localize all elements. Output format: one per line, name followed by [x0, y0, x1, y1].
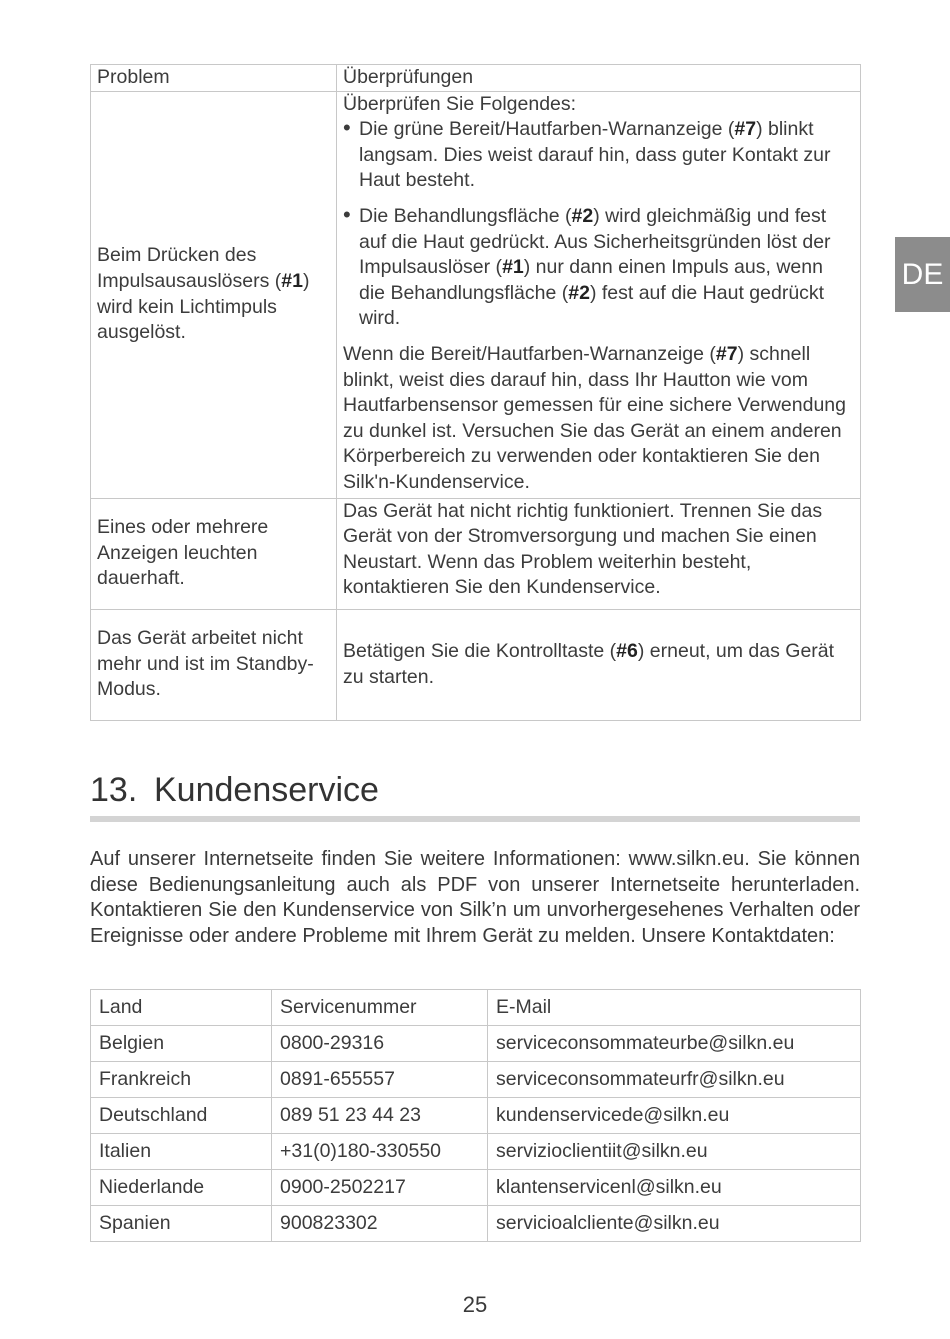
- section-heading: [90, 770, 860, 810]
- table-row: [91, 1170, 861, 1206]
- email-cell: serviceconsommateurfr@silkn.eu: [488, 1062, 861, 1098]
- country-cell: Niederlande: [91, 1170, 272, 1206]
- check-cell: Betätigen Sie die Kontrolltaste (#6) erneut, um das Gerät zu starten.: [337, 609, 861, 720]
- email-cell: servizioclientiit@silkn.eu: [488, 1134, 861, 1170]
- language-tab: DE: [895, 237, 950, 312]
- problem-cell: Beim Drücken des Impulsausauslösers (#1) wird kein Lichtimpuls ausgelöst.: [91, 91, 337, 498]
- check-intro: Überprüfen Sie Folgendes:: [343, 92, 577, 115]
- country-cell: Deutschland: [91, 1098, 272, 1134]
- table-row: [91, 1062, 861, 1098]
- check-list: [343, 117, 854, 332]
- contact-table: [90, 989, 861, 1242]
- country-cell: Belgien: [91, 1026, 272, 1062]
- email-cell: serviceconsommateurbe@silkn.eu: [488, 1026, 861, 1062]
- header-country: Land: [91, 990, 272, 1026]
- service-number-cell: 089 51 23 44 23: [272, 1098, 488, 1134]
- section-number: 13.: [90, 771, 138, 809]
- email-cell: klantenservicenl@silkn.eu: [488, 1170, 861, 1206]
- service-number-cell: +31(0)180-330550: [272, 1134, 488, 1170]
- header-service-number: Servicenummer: [272, 990, 488, 1026]
- check-cell: [337, 91, 861, 498]
- service-number-cell: 0900-2502217: [272, 1170, 488, 1206]
- check-note: Wenn die Bereit/Hautfarben-Warnanzeige (#7) schnell blinkt, weist dies darauf hin, dass Ihr Hautton wie vom Hautfarbensensor gemessen für eine sichere Verwendung zu dunkel ist. Versuchen Sie das Gerät an einem anderen Körperbereich zu verwenden oder kontaktieren Sie den Silk'n-Kundenservice.: [343, 342, 846, 493]
- section-title: Kundenservice: [154, 771, 379, 809]
- email-cell: kundenservicede@silkn.eu: [488, 1098, 861, 1134]
- intro-paragraph: Auf unserer Internetseite finden Sie weitere Informationen: www.silkn.eu. Sie können diese Bedienungsanleitung auch als PDF von unserer Internetseite herunterladen. Kontaktieren Sie den Kundenservice von Silk’n um unvorhergesehenes Verhalten oder Ereignisse oder andere Probleme mit Ihrem Gerät zu melden. Unsere Kontaktdaten:: [90, 848, 860, 947]
- section-divider: [90, 816, 860, 822]
- table-header-row: [91, 65, 861, 92]
- problem-cell: Eines oder mehrere Anzeigen leuchten dauerhaft.: [91, 498, 337, 609]
- table-row: [91, 91, 861, 498]
- table-header-row: [91, 990, 861, 1026]
- table-row: [91, 498, 861, 609]
- check-cell: Das Gerät hat nicht richtig funktioniert. Trennen Sie das Gerät von der Stromversorgung und machen Sie einen Neustart. Wenn das Problem weiterhin besteht, kontaktieren Sie den Kundenservice.: [337, 498, 861, 609]
- table-row: [91, 609, 861, 720]
- country-cell: Spanien: [91, 1206, 272, 1242]
- service-number-cell: 0891-655557: [272, 1062, 488, 1098]
- table-row: [91, 1206, 861, 1242]
- troubleshooting-table: [90, 64, 861, 721]
- country-cell: Frankreich: [91, 1062, 272, 1098]
- email-cell: servicioalcliente@silkn.eu: [488, 1206, 861, 1242]
- service-number-cell: 0800-29316: [272, 1026, 488, 1062]
- list-item: • Die Behandlungsfläche (#2) wird gleichmäßig und fest auf die Haut gedrückt. Aus Sicherheitsgründen löst der Impulsauslöser (#1) nur dann einen Impuls aus, wenn die Behandlungsfläche (#2) fest auf die Haut gedrückt wird.: [343, 204, 854, 332]
- header-email: E-Mail: [488, 990, 861, 1026]
- country-cell: Italien: [91, 1134, 272, 1170]
- service-number-cell: 900823302: [272, 1206, 488, 1242]
- list-item: • Die grüne Bereit/Hautfarben-Warnanzeige (#7) blinkt langsam. Dies weist darauf hin, dass guter Kontakt zur Haut besteht.: [343, 117, 854, 194]
- header-problem: Problem: [91, 65, 337, 92]
- table-row: [91, 1134, 861, 1170]
- table-row: [91, 1098, 861, 1134]
- header-checks: Überprüfungen: [337, 65, 861, 92]
- page-number: 25: [462, 1292, 488, 1317]
- table-row: [91, 1026, 861, 1062]
- problem-cell: Das Gerät arbeitet nicht mehr und ist im Standby-Modus.: [91, 609, 337, 720]
